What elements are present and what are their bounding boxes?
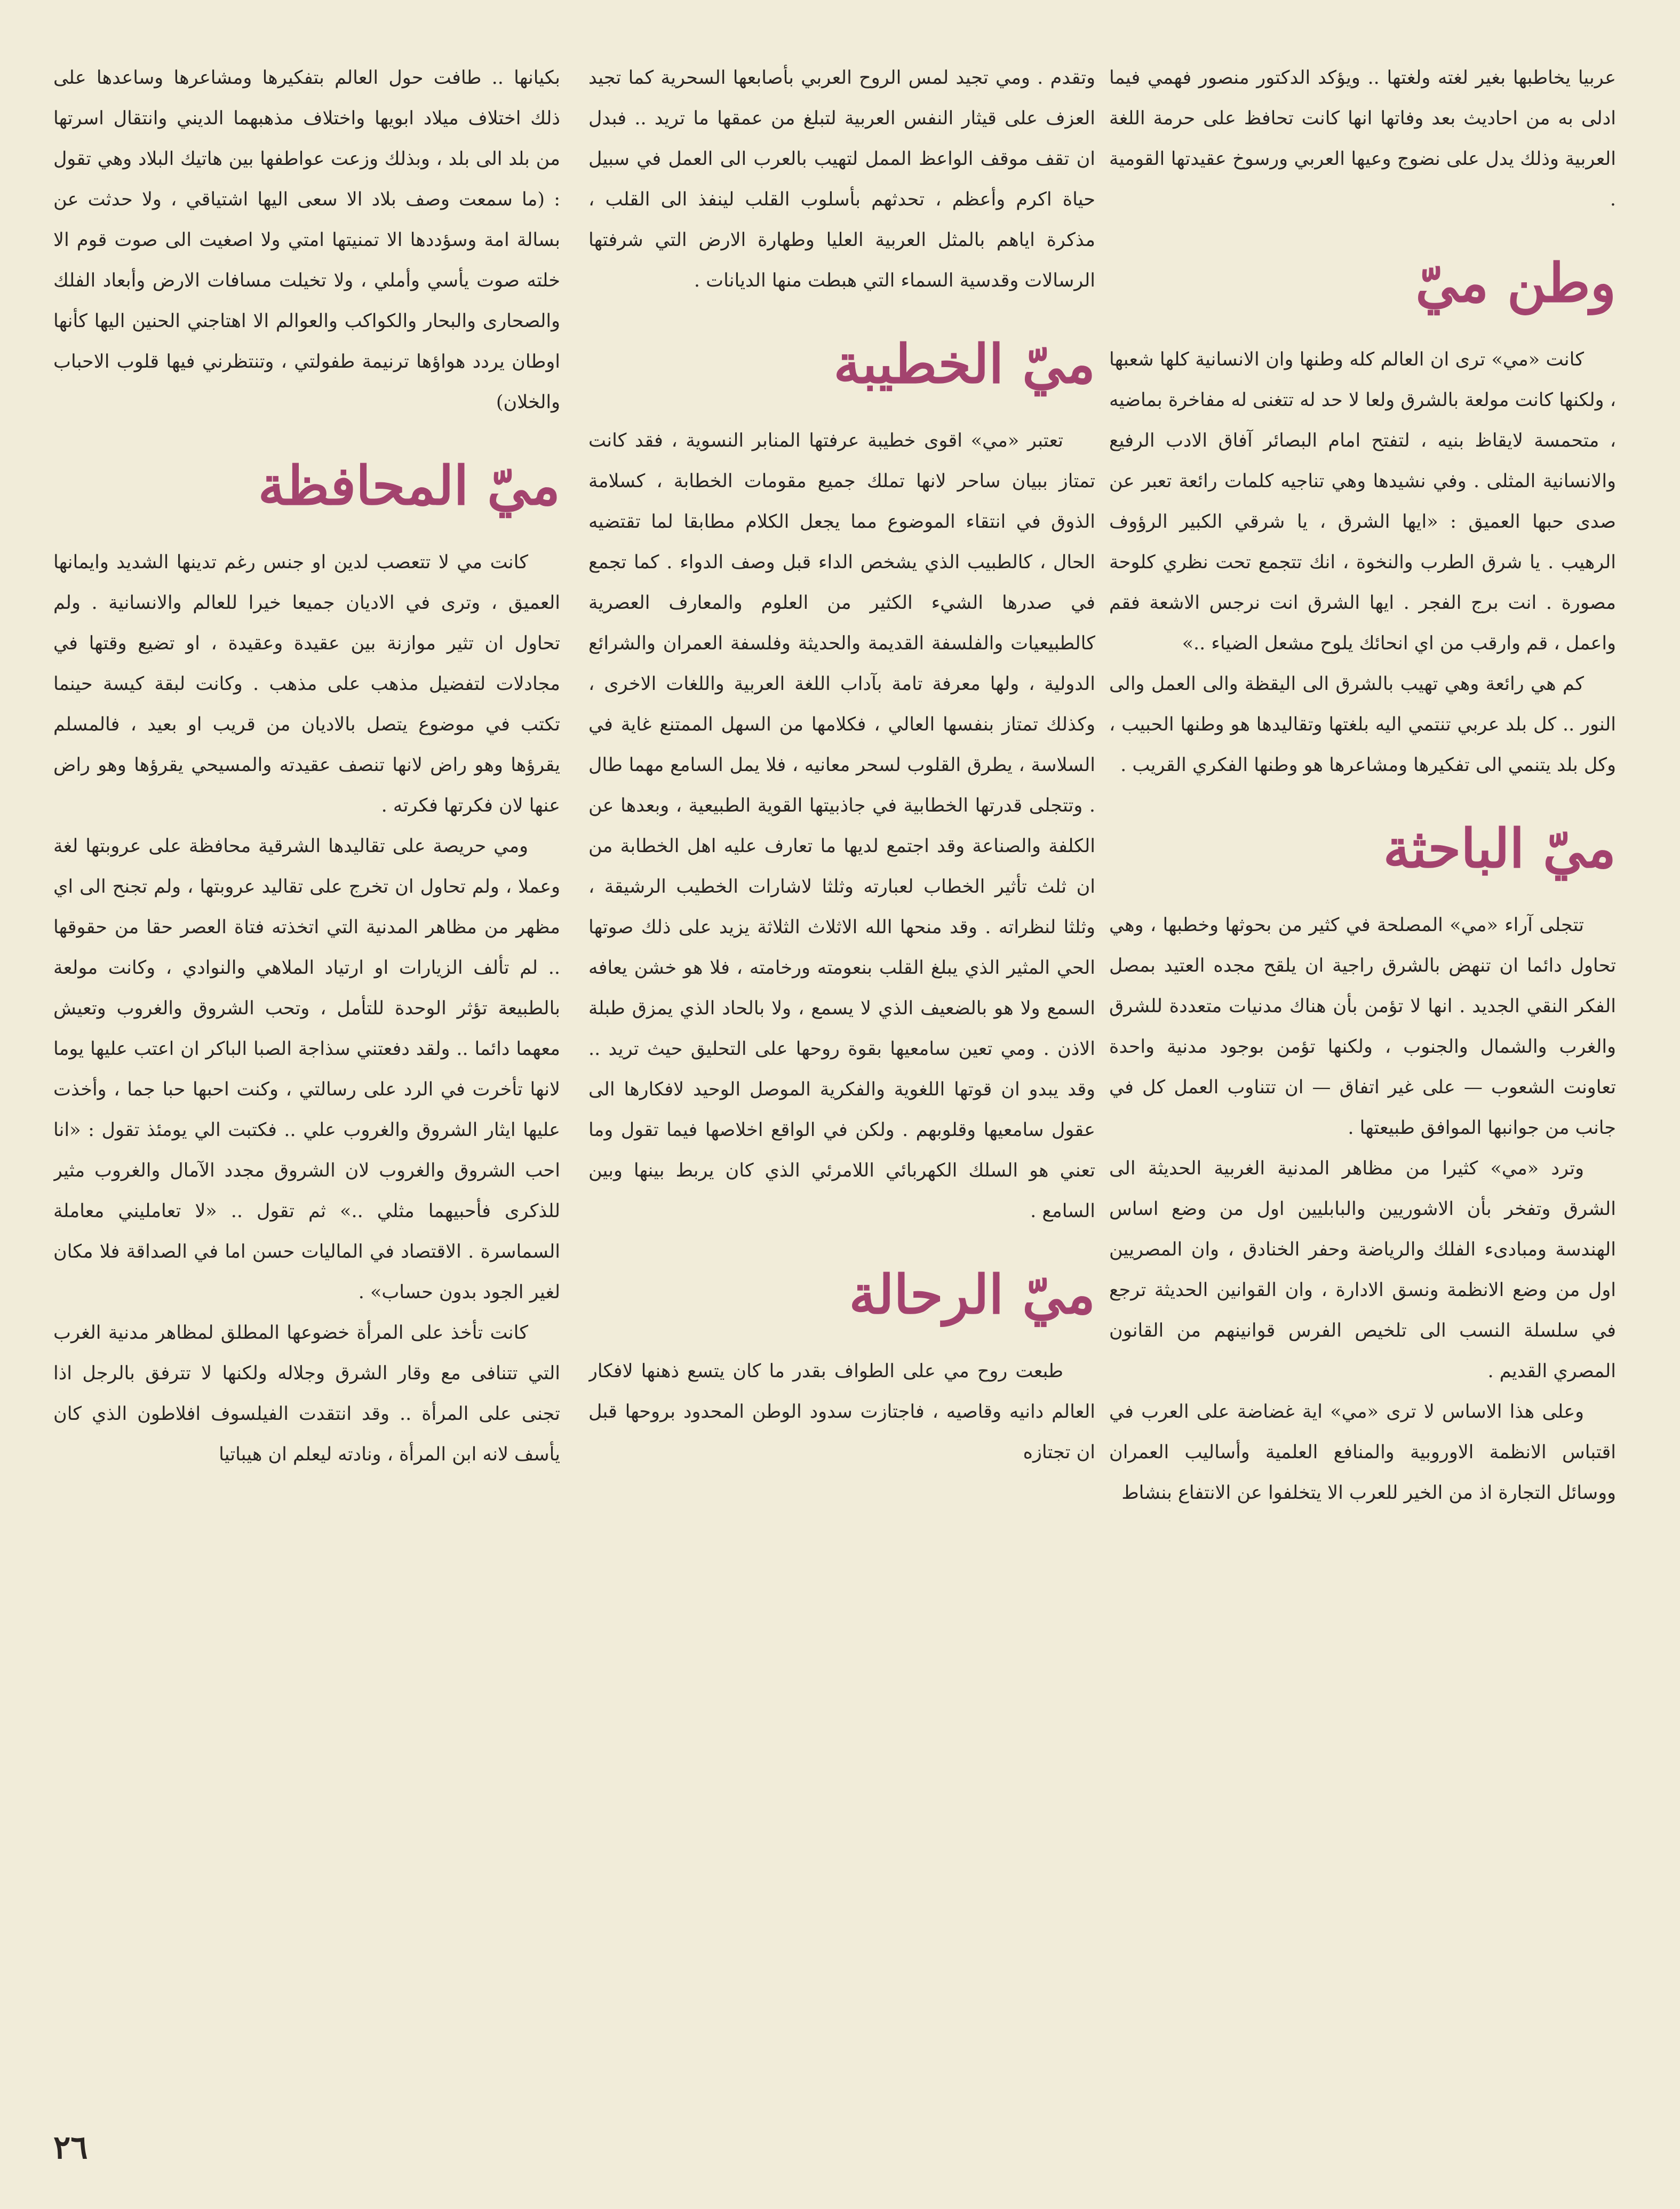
heading-may-traveler: ميّ الرحالة xyxy=(849,1263,1095,1326)
paragraph: وترد «مي» كثيرا من مظاهر المدنية الغربية الحديثة الى الشرق وتفخر بأن الاشوريين والبابليين اول من وضع اساس الهندسة ومبادىء الفلك والرياضة وحفر الخنادق ، وان المصريين اول من وضع الانظمة ونسق الادارة ، وان القوانين الحديثة ترجع في سلسلة النسب الى تلخيص الفرس قوانينهم من القانون المصري القديم . xyxy=(1109,1158,1616,1382)
paragraph: كانت تأخذ على المرأة خضوعها المطلق لمظاهر مدنية الغرب التي تتنافى مع وقار الشرق وجلاله ولكنها لا تترفق بالرجل اذا تجنى على المرأة .. وقد انتقدت الفيلسوف افلاطون الذي كان يأسف لانه ابن المرأة ، ونادته ليعلم ان هيباتيا xyxy=(53,1322,560,1465)
column-right xyxy=(1109,58,1616,2085)
paragraph: تعتبر «مي» اقوى خطيبة عرفتها المنابر النسوية ، فقد كانت تمتاز ببيان ساحر لانها تملك جميع مقومات الخطابة ، كسلامة الذوق في انتقاء الموضوع مما يجعل الكلام مطابقا لما تقتضيه الحال ، كالطبيب الذي يشخص الداء قبل وصف الدواء . كما تجمع في صدرها الشيء الكثير من العلوم والمعارف العصرية كالطبيعيات والفلسفة القديمة والحديثة وفلسفة العمران والشرائع الدولية ، ولها معرفة تامة بآداب اللغة العربية واللغات الاخرى ، وكذلك تمتاز بنفسها العالي ، فكلامها من السهل الممتنع غاية في السلاسة ، يطرق القلوب لسحر معانيه ، فلا يمل السامع مهما طال . وتتجلى قدرتها الخطابية في جاذبيتها القوية الطبيعية ، وبعدها عن الكلفة والصناعة وقد اجتمع لديها ما تعارف عليه اهل الخطابة من ان ثلث تأثير الخطاب لعبارته وثلثا لاشارات الخطيب الرشيقة ، وثلثا لنظراته . وقد منحها الله الاثلاث الثلاثة يزيد على ذلك صوتها الحي المثير الذي يبلغ القلب بنعومته ورخامته ، فلا هو خشن يعافه السمع ولا هو بالضعيف الذي لا يسمع ، ولا بالحاد الذي يمزق طبلة الاذن . ومي تعين سامعيها بقوة روحها على التحليق حيث تريد .. وقد يبدو ان قوتها اللغوية والفكرية الموصل الوحيد لافكارها الى عقول سامعيها وقلوبهم . ولكن في الواقع اخلاصها فيما تقول وما تعني هو السلك الكهربائي اللامرئي الذي كان يربط بينها وبين السامع . xyxy=(588,430,1095,1222)
heading-may-researcher: ميّ الباحثة xyxy=(1383,817,1616,880)
column-left xyxy=(53,58,560,2112)
heading-may-conservative: ميّ المحافظة xyxy=(258,454,560,517)
paragraph: كم هي رائعة وهي تهيب بالشرق الى اليقظة والى العمل والى النور .. كل بلد عربي تنتمي اليه بلغتها وتقاليدها هو وطنها الحبيب ، وكل بلد يتنمي الى تفكيرها ومشاعرها هو وطنها الفكري القريب . xyxy=(1109,673,1616,776)
paragraph: طبعت روح مي على الطواف بقدر ما كان يتسع ذهنها لافكار العالم دانيه وقاصيه ، فاجتازت سدود الوطن المحدود بروحها قبل ان تجتازه xyxy=(588,1361,1095,1463)
paragraph: تتجلى آراء «مي» المصلحة في كثير من بحوثها وخطبها ، وهي تحاول دائما ان تنهض بالشرق راجية ان يلقح مجده العتيد بمصل الفكر النقي الجديد . انها لا تؤمن بأن هناك مدنيات متعددة للشرق والغرب والشمال والجنوب ، ولكنها تؤمن بوجود مدنية واحدة تعاونت الشعوب — على غير اتفاق — ان تتناوب العمل كل في جانب من جوانبها الموافق طبيعتها . xyxy=(1109,915,1616,1139)
paragraph: ومي حريصة على تقاليدها الشرقية محافظة على عروبتها لغة وعملا ، ولم تحاول ان تخرج على تقاليد عروبتها ، ولم تجنح الى اي مظهر من مظاهر المدنية التي اتخذته فتاة العصر حقا من حقوقها .. لم تألف الزيارات او ارتياد الملاهي والنوادي ، وكانت مولعة بالطبيعة تؤثر الوحدة للتأمل ، وتحب الشروق والغروب وتعيش معهما دائما .. ولقد دفعتني سذاجة الصبا الباكر ان اعتب عليها يوما لانها تأخرت في الرد على رسالتي ، وكنت احبها حبا جما ، وأخذت عليها ايثار الشروق والغروب علي .. فكتبت الي يومئذ تقول : «انا احب الشروق والغروب لان الشروق مجدد الآمال والغروب مثير للذكرى فأحبيهما مثلي ..» ثم تقول .. «لا تعامليني معاملة السماسرة . الاقتصاد في الماليات حسن اما في الصداقة فلا مكان لغير الجود بدون حساب» . xyxy=(53,836,560,1303)
page-number: ٢٦ xyxy=(53,2129,88,2166)
column-middle-intro: وتقدم . ومي تجيد لمس الروح العربي بأصابعها السحرية كما تجيد العزف على قيثار النفس العربية لتبلغ من عمقها ما تريد .. فبدل ان تقف موقف الواعظ الممل لتهيب بالعرب الى العمل في سبيل حياة اكرم وأعظم ، تحدثهم بأسلوب القلب لينفذ الى القلب ، مذكرة اياهم بالمثل العربية العليا وطهارة الارض التي شرفتها الرسالات وقدسية السماء التي هبطت منها الديانات . xyxy=(588,67,1095,291)
paragraph: وعلى هذا الاساس لا ترى «مي» اية غضاضة على العرب في اقتباس الانظمة الاوروبية والمنافع العلمية وأساليب العمران ووسائل التجارة اذ من الخير للعرب الا يتخلفوا عن الانتفاع بنشاط xyxy=(1109,1401,1616,1504)
column-left-intro: بكيانها .. طافت حول العالم بتفكيرها ومشاعرها وساعدها على ذلك اختلاف ميلاد ابويها واختلاف مذهبهما الديني وانتقال اسرتها من بلد الى بلد ، وبذلك وزعت عواطفها بين هاتيك البلاد وهي تقول : (ما سمعت وصف بلاد الا سعى اليها اشتياقي ، ولا حدثت عن بسالة امة وسؤددها الا تمنيتها امتي ولا اصغيت الى صوت قوم الا خلته صوت يأسي وأملي ، ولا تخيلت مسافات الارض وأبعاد الفلك والصحارى والبحار والكواكب والعوالم الا اهتاجني الحنين اليها كأنها اوطان يردد هواؤها ترنيمة طفولتي ، وتنتظرني فيها قلوب الاحباب والخلان) xyxy=(53,67,560,413)
heading-may-homeland: وطن ميّ xyxy=(1415,251,1616,314)
heading-may-orator: ميّ الخطيبة xyxy=(833,332,1095,395)
paragraph: كانت مي لا تتعصب لدين او جنس رغم تدينها الشديد وايمانها العميق ، وترى في الاديان جميعا خيرا للعالم والانسانية . ولم تحاول ان تثير موازنة بين عقيدة وعقيدة ، او تضيع وقتها في مجادلات لتفضيل مذهب على مذهب . وكانت لبقة كيسة حينما تكتب في موضوع يتصل بالاديان من قريب او بعيد ، فالمسلم يقرؤها وهو راض لانها تنصف عقيدته والمسيحي يقرؤها وهو راض عنها لان فكرتها فكرته . xyxy=(53,552,560,816)
column-right-intro: عربيا يخاطبها بغير لغته ولغتها .. ويؤكد الدكتور منصور فهمي فيما ادلى به من احاديث بعد وفاتها انها كانت تحافظ على حرمة اللغة العربية وذلك يدل على نضوج وعيها العربي ورسوخ عقيدتها القومية . xyxy=(1109,67,1616,210)
paragraph: كانت «مي» ترى ان العالم كله وطنها وان الانسانية كلها شعبها ، ولكنها كانت مولعة بالشرق ولعا لا حد له تتغنى له مفاخرة بماضيه ، متحمسة لايقاظ بنيه ، لتفتح امام البصائر آفاق الادب الرفيع والانسانية المثلى . وفي نشيدها وهي تناجيه كلمات رائعة تعبر عن صدى حبها العميق : «ايها الشرق ، يا شرقي الكبير الرؤوف الرهيب . يا شرق الطرب والنخوة ، انك تتجمع تحت نظري كلوحة مصورة . انت برج الفجر . ايها الشرق انت نرجس الاشعة فقم واعمل ، قم وارقب من اي انحائك يلوح مشعل الضياء ..» xyxy=(1109,349,1616,654)
column-middle xyxy=(588,58,1095,2085)
